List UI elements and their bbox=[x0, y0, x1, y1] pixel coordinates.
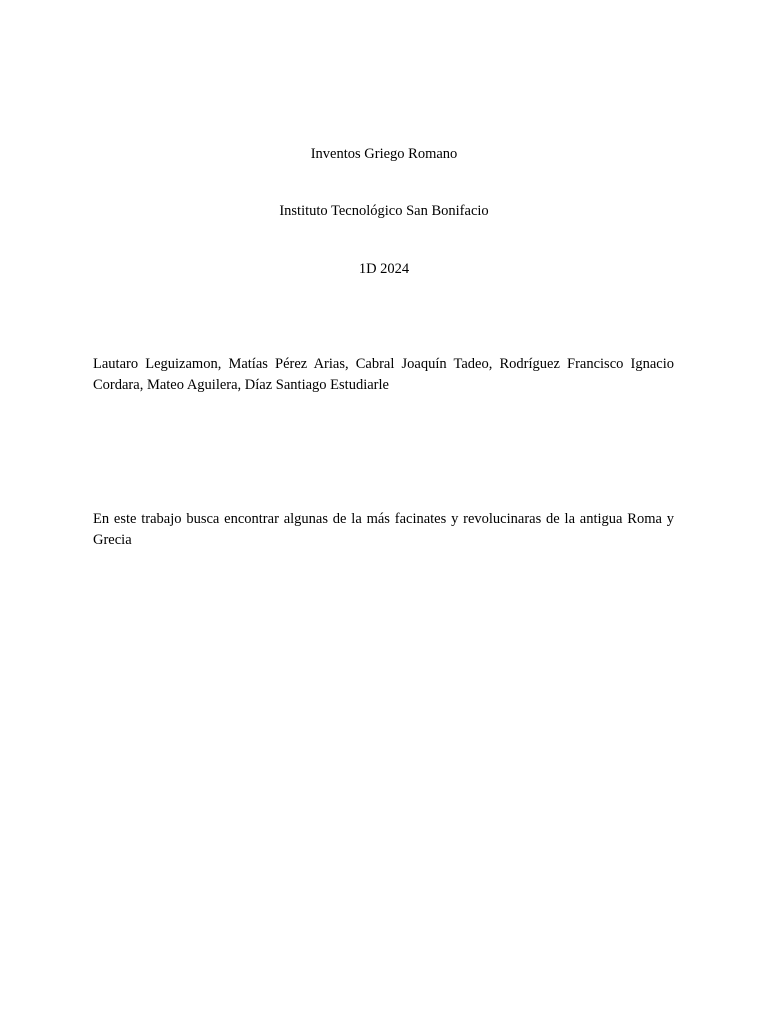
course-year: 1D 2024 bbox=[358, 261, 410, 277]
authors-paragraph: Lautaro Leguizamon, Matías Pérez Arias, Cabral Joaquín Tadeo, Rodríguez Francisco Ignacio Cordara, Mateo Aguilera, Díaz Santiago Estudiarle bbox=[93, 356, 674, 393]
institution-name: Instituto Tecnológico San Bonifacio bbox=[279, 203, 489, 219]
document-title: Inventos Griego Romano bbox=[310, 146, 458, 162]
abstract-paragraph: En este trabajo busca encontrar algunas de la más facinates y revolucinaras de la antigua Roma y Grecia bbox=[93, 511, 674, 548]
